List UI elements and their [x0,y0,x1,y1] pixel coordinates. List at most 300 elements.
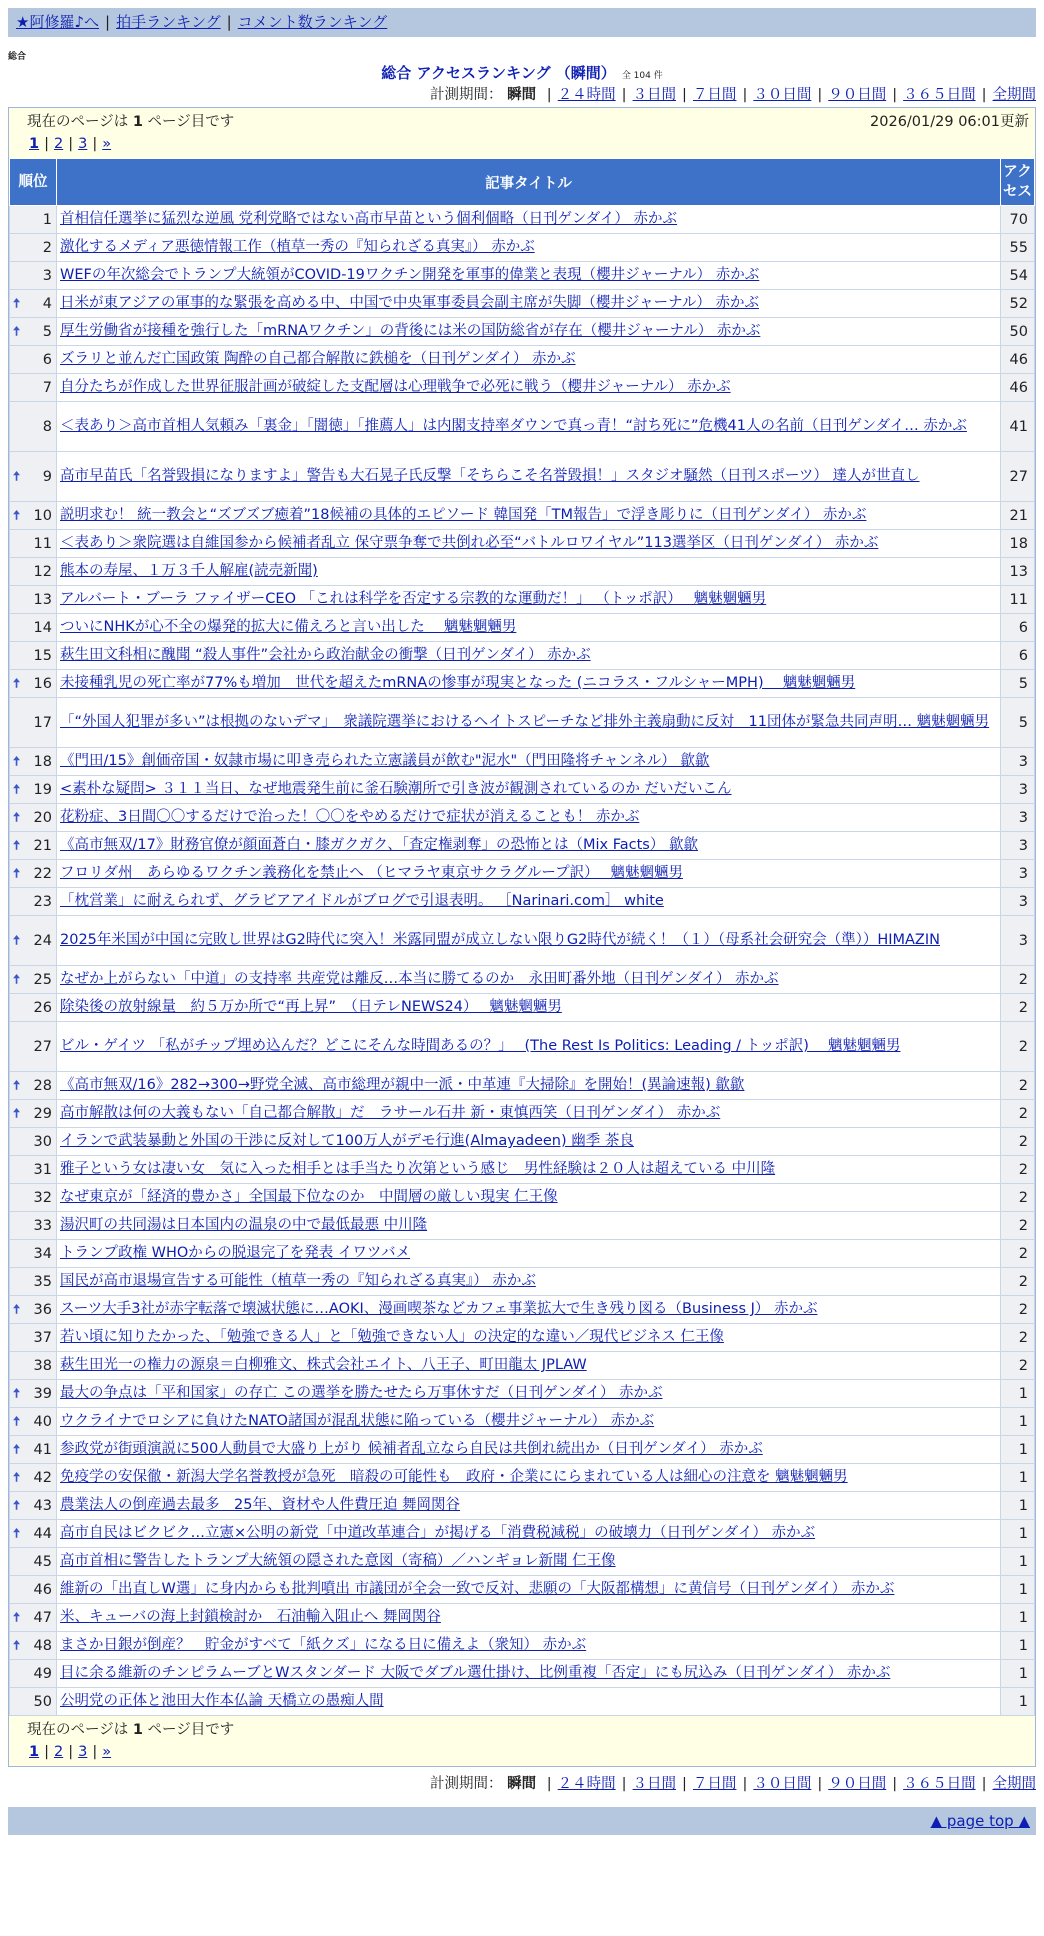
table-row [10,860,1035,888]
rank-cell [10,1660,57,1688]
title-cell [57,614,1001,642]
table-row [10,776,1035,804]
rank-number: 12 [33,563,52,580]
period-separator: | [817,1776,823,1792]
rank-number: 38 [33,1357,52,1374]
rank-up-arrow-icon: 🠅 [13,866,21,881]
rank-up-arrow-icon: 🠅 [13,676,21,691]
article-link[interactable]: 高市早苗氏「名誉毀損になりますよ」警告も大石晃子氏反撃「そちらこそ名誉毀損！」スタジオ騒然（日刊スポーツ） 達人が世直し [60,468,920,484]
rank-number: 46 [33,1581,52,1598]
period-link[interactable]: ２４時間 [557,87,616,103]
table-row [10,290,1035,318]
page-separator: | [68,136,74,152]
period-selector-bottom [8,1771,1036,1797]
table-row [10,1212,1035,1240]
rank-number: 41 [33,1441,52,1458]
title-cell [57,1492,1001,1520]
table-row [10,586,1035,614]
article-link[interactable]: 高市自民はビクビク…立憲×公明の新党「中道改革連合」が掲げる「消費税減税」の破壊力（日刊ゲンダイ） 赤かぶ [60,1525,816,1541]
article-link[interactable]: 免疫学の安保徹・新潟大学名誉教授が急死 暗殺の可能性も 政府・企業ににらまれている人は細心の注意を 魑魅魍魎男 [60,1469,848,1485]
rank-number: 14 [33,619,52,636]
period-separator: | [682,87,687,103]
article-link[interactable]: トランプ政権 WHOからの脱退完了を発表 イワツバメ [60,1245,411,1261]
title-cell [57,1464,1001,1492]
access-count: 1 [1001,1548,1035,1576]
title-cell [57,234,1001,262]
article-link[interactable]: 説明求む！ 統一教会と“ズブズブ癒着”18候補の具体的エピソード 韓国発「TM報告」で浮き彫りに（日刊ゲンダイ） 赤かぶ [60,507,867,523]
period-link[interactable]: ７日間 [692,1776,737,1792]
table-row [10,1548,1035,1576]
period-link[interactable]: ３０日間 [753,1776,812,1792]
rank-cell [10,452,57,502]
access-count: 46 [1001,346,1035,374]
article-link[interactable]: WEFの年次総会でトランプ大統領がCOVID-19ワクチン開発を軍事的偉業と表現（櫻井ジャーナル） 赤かぶ [60,267,760,283]
rank-up-arrow-icon: 🠅 [13,933,21,948]
page-link[interactable]: » [102,136,112,152]
table-row [10,804,1035,832]
rank-number: 49 [33,1665,52,1682]
access-count: 2 [1001,966,1035,994]
access-count: 2 [1001,1100,1035,1128]
access-count: 1 [1001,1492,1035,1520]
rank-number: 30 [33,1133,52,1150]
page-separator: | [68,1744,74,1760]
access-count: 50 [1001,318,1035,346]
table-row [10,966,1035,994]
article-link[interactable]: 自分たちが作成した世界征服計画が破綻した支配層は心理戦争で必死に戦う（櫻井ジャーナル） 赤かぶ [60,379,731,395]
access-count: 21 [1001,502,1035,530]
article-link[interactable]: 熊本の寿屋、１万３千人解雇(読売新聞) [60,563,318,579]
rank-number: 50 [33,1693,52,1710]
rank-cell [10,234,57,262]
article-link[interactable]: 未接種乳児の死亡率が77%も増加 世代を超えたmRNAの惨事が現実となった (ニコラス・フルシャーMPH) 魑魅魍魎男 [60,675,856,691]
access-count: 3 [1001,804,1035,832]
nav-separator: | [226,13,232,31]
rank-cell [10,1156,57,1184]
access-count: 3 [1001,916,1035,966]
rank-number: 27 [33,1038,52,1055]
rank-number: 34 [33,1245,52,1262]
period-link[interactable]: ３日間 [632,87,677,103]
article-link[interactable]: 厚生労働省が接種を強行した「mRNAワクチン」の背後には米の国防総省が存在（櫻井ジャーナル） 赤かぶ [60,323,761,339]
access-count: 2 [1001,1240,1035,1268]
title-cell [57,1352,1001,1380]
rank-cell [10,888,57,916]
article-link[interactable]: 「“外国人犯罪が多い”は根拠のないデマ」 衆議院選挙におけるヘイトスピーチなど排外主義扇動に反対 11団体が緊急共同声明… 魑魅魍魎男 [60,714,990,730]
title-cell [57,586,1001,614]
table-row [10,1296,1035,1324]
period-separator: | [892,87,898,103]
rank-number: 37 [33,1329,52,1346]
rank-number: 20 [33,809,52,826]
rank-up-arrow-icon: 🠅 [13,1442,21,1457]
article-link[interactable]: ウクライナでロシアに負けたNATO諸国が混乱状態に陥っている（櫻井ジャーナル） 赤かぶ [60,1413,655,1429]
title-cell [57,1380,1001,1408]
title-cell [57,698,1001,748]
article-link[interactable]: 《高市無双/17》財務官僚が顔面蒼白・膝ガクガク、「査定権剥奪」の恐怖とは（Mix Facts） 歙歙 [60,837,698,853]
period-separator: | [546,87,552,103]
ranking-box [8,107,1036,1767]
table-row [10,402,1035,452]
rank-cell [10,558,57,586]
period-selector-top [8,83,1036,107]
title-cell [57,1296,1001,1324]
title-cell [57,1436,1001,1464]
table-row [10,1436,1035,1464]
table-row [10,1688,1035,1716]
rank-up-arrow-icon: 🠅 [13,1106,21,1121]
period-separator: | [981,87,987,103]
nav-link-comment-ranking[interactable]: コメント数ランキング [237,13,388,31]
access-count: 2 [1001,1156,1035,1184]
title-cell [57,1128,1001,1156]
article-link[interactable]: 参政党が街頭演説に500人動員で大盛り上がり 候補者乱立なら自民は共倒れ続出か（日刊ゲンダイ） 赤かぶ [60,1441,763,1457]
rank-cell [10,1296,57,1324]
article-link[interactable]: 花粉症、3日間〇〇するだけで治った！〇〇をやめるだけで症状が消えることも！ 赤かぶ [60,809,640,825]
nav-link-applause-ranking[interactable]: 拍手ランキング [116,13,221,31]
access-count: 2 [1001,1352,1035,1380]
rank-cell [10,1632,57,1660]
rank-number: 11 [33,535,52,552]
article-link[interactable]: ビル・ゲイツ 「私がチップ埋め込んだ？どこにそんな時間あるの？」 (The Rest Is Politics: Leading / トッポ訳) 魑魅魍魎男 [60,1038,901,1054]
article-link[interactable]: ズラリと並んだ亡国政策 陶酔の自己都合解散に鉄槌を（日刊ゲンダイ） 赤かぶ [60,351,576,367]
header-rank: 順位 [10,159,57,206]
access-count: 55 [1001,234,1035,262]
rank-cell [10,1436,57,1464]
title-cell [57,1100,1001,1128]
title-cell [57,776,1001,804]
access-count: 6 [1001,642,1035,670]
rank-cell [10,698,57,748]
access-count: 27 [1001,452,1035,502]
page-link-current[interactable]: 1 [29,136,40,152]
rank-number: 10 [33,507,52,524]
table-row [10,1100,1035,1128]
period-link[interactable]: ７日間 [692,87,737,103]
title-cell [57,1604,1001,1632]
title-cell [57,1632,1001,1660]
access-count: 18 [1001,530,1035,558]
rank-number: 2 [42,239,52,256]
table-row [10,262,1035,290]
rank-cell [10,1022,57,1072]
access-count: 2 [1001,994,1035,1022]
rank-cell [10,916,57,966]
title-cell [57,452,1001,502]
title-cell [57,670,1001,698]
article-link[interactable]: 日米が東アジアの軍事的な緊張を高める中、中国で中央軍事委員会副主席が失脚（櫻井ジャーナル） 赤かぶ [60,295,760,311]
rank-number: 39 [33,1385,52,1402]
title-cell [57,888,1001,916]
table-row [10,558,1035,586]
rank-number: 25 [33,971,52,988]
article-link[interactable]: 高市首相に警告したトランプ大統領の隠された意図（寄稿）／ハンギョレ新聞 仁王像 [60,1553,616,1569]
access-count: 5 [1001,698,1035,748]
article-link[interactable]: 2025年米国が中国に完敗し世界はG2時代に突入！米露同盟が成立しない限りG2時代が続く！（１）（母系社会研究会（準））HIMAZIN [60,932,940,948]
top-nav [8,8,1036,37]
title-cell [57,1022,1001,1072]
table-row [10,1464,1035,1492]
rank-number: 35 [33,1273,52,1290]
article-link[interactable]: 国民が高市退場宣告する可能性（植草一秀の『知られざる真実』） 赤かぶ [60,1273,536,1289]
page-status: 現在のページは 1 ページ目です [27,114,235,130]
title-cell [57,1324,1001,1352]
article-link[interactable]: 湯沢町の共同湯は日本国内の温泉の中で最低最悪 中川隆 [60,1217,428,1233]
rank-cell [10,1268,57,1296]
table-row [10,234,1035,262]
article-link[interactable]: 雅子という女は凄い女＿気に入った相手とは手当たり次第という感じ＿男性経験は２０人は超えている 中川隆 [60,1161,776,1177]
title-cell [57,748,1001,776]
rank-up-arrow-icon: 🠅 [13,1610,21,1625]
table-row [10,1268,1035,1296]
period-link[interactable]: ３日間 [632,1776,677,1792]
article-link[interactable]: ついにNHKが心不全の爆発的拡大に備えろと言い出した 魑魅魍魎男 [60,619,517,635]
article-link[interactable]: 目に余る維新のチンピラムーブとWスタンダード 大阪でダブル選仕掛け、比例重複「否定」にも尻込み（日刊ゲンダイ） 赤かぶ [60,1665,891,1681]
article-link[interactable]: 除染後の放射線量 約５万か所で“再上昇” （日テレNEWS24） 魑魅魍魎男 [60,999,562,1015]
article-link[interactable]: アルバート・ブーラ ファイザーCEO 「これは科学を否定する宗教的な運動だ！」 （トッポ訳） 魑魅魍魎男 [60,591,767,607]
rank-cell [10,1128,57,1156]
article-link[interactable]: 「枕営業」に耐えられず、グラビアアイドルがブログで引退表明。 ［Narinari.com］ white [60,893,664,909]
period-link[interactable]: ３６５日間 [903,1776,976,1792]
page-link[interactable]: 2 [53,136,64,152]
article-link[interactable]: 最大の争点は「平和国家」の存亡 この選挙を勝たせたら万事休すだ（日刊ゲンダイ） 赤かぶ [60,1385,663,1401]
article-link[interactable]: ＜表あり＞衆院選は自維国参から候補者乱立 保守票争奪で共倒れ必至“バトルロワイヤル”113選挙区（日刊ゲンダイ） 赤かぶ [60,535,879,551]
table-row [10,748,1035,776]
rank-up-arrow-icon: 🠅 [13,1526,21,1541]
access-count: 1 [1001,1632,1035,1660]
total-count: 全 104 件 [621,71,663,81]
title-cell [57,832,1001,860]
rank-cell [10,1240,57,1268]
access-count: 1 [1001,1576,1035,1604]
page-info-bottom [9,1716,1035,1766]
article-link[interactable]: 米、キューバの海上封鎖検討か 石油輸入阻止へ 舞岡関谷 [60,1609,441,1625]
rank-up-arrow-icon: 🠅 [13,1638,21,1653]
access-count: 2 [1001,1072,1035,1100]
title-cell [57,374,1001,402]
article-link[interactable]: ＜表あり＞高市首相人気頼み「裏金」「闇徳」「推薦人」は内閣支持率ダウンで真っ青！“討ち死に”危機41人の名前（日刊ゲンダイ… 赤かぶ [60,418,967,434]
rank-number: 17 [33,714,52,731]
period-link[interactable]: ３６５日間 [903,87,976,103]
updated-time: 2026/01/29 06:01更新 [870,114,1029,130]
title-cell [57,1240,1001,1268]
period-link[interactable]: ９０日間 [828,87,887,103]
access-count: 5 [1001,670,1035,698]
access-count: 2 [1001,1184,1035,1212]
rank-number: 7 [42,379,52,396]
title-cell [57,1212,1001,1240]
rank-number: 29 [33,1105,52,1122]
page-link-current[interactable]: 1 [29,1744,40,1760]
rank-number: 26 [33,999,52,1016]
table-row [10,1072,1035,1100]
rank-number: 9 [42,468,52,485]
rank-cell [10,1380,57,1408]
rank-number: 44 [33,1525,52,1542]
rank-cell [10,346,57,374]
page-link[interactable]: 2 [53,1744,64,1760]
page-link[interactable]: 3 [78,1744,88,1760]
rank-up-arrow-icon: 🠅 [13,838,21,853]
table-row [10,502,1035,530]
table-row [10,318,1035,346]
rank-number: 16 [33,675,52,692]
rank-cell [10,994,57,1022]
article-link[interactable]: 《高市無双/16》282→300→野党全滅、高市総理が親中一派・中革連『大掃除』を開始！(異論速報) 歙歙 [60,1077,745,1093]
access-count: 3 [1001,776,1035,804]
rank-number: 32 [33,1189,52,1206]
access-count: 1 [1001,1660,1035,1688]
article-link[interactable]: フロリダ州 あらゆるワクチン義務化を禁止へ （ヒマラヤ東京サクラグループ訳） 魑魅魍魎男 [60,865,683,881]
title-cell [57,530,1001,558]
rank-up-arrow-icon: 🠅 [13,508,21,523]
article-link[interactable]: 高市解散は何の大義もない「自己都合解散」だ ラサール石井 新・東慎西笑（日刊ゲンダイ） 赤かぶ [60,1105,721,1121]
table-row [10,1324,1035,1352]
access-count: 3 [1001,832,1035,860]
rank-number: 31 [33,1161,52,1178]
period-separator: | [621,1776,627,1792]
article-link[interactable]: 首相信任選挙に猛烈な逆風 党利党略ではない高市早苗という個利個略（日刊ゲンダイ） 赤かぶ [60,211,678,227]
title-cell [57,966,1001,994]
period-separator: | [817,87,823,103]
table-row [10,614,1035,642]
period-label: 計測期間： [430,1776,503,1792]
table-row [10,1380,1035,1408]
rank-cell [10,1212,57,1240]
rank-up-arrow-icon: 🠅 [13,296,21,311]
period-separator: | [546,1776,552,1792]
period-separator: | [621,87,627,103]
rank-number: 47 [33,1609,52,1626]
table-row [10,698,1035,748]
access-count: 70 [1001,206,1035,234]
title-cell [57,402,1001,452]
page-top-link[interactable]: ▲ page top ▲ [930,1812,1030,1830]
rank-cell [10,1688,57,1716]
rank-number: 18 [33,753,52,770]
article-link[interactable]: 激化するメディア悪徳情報工作（植草一秀の『知られざる真実』） 赤かぶ [60,239,535,255]
table-row [10,1156,1035,1184]
article-link[interactable]: 《門田/15》創価帝国・奴隷市場に叩き売られた立憲議員が飲む"泥水"（門田隆将チャンネル） 歙歙 [60,753,710,769]
access-count: 1 [1001,1520,1035,1548]
page-separator: | [44,1744,49,1760]
rank-cell [10,402,57,452]
period-link[interactable]: ９０日間 [828,1776,887,1792]
table-row [10,346,1035,374]
rank-up-arrow-icon: 🠅 [13,1414,21,1429]
rank-number: 28 [33,1077,52,1094]
title-cell [57,318,1001,346]
period-current: 瞬間 [507,1776,537,1792]
rank-cell [10,1548,57,1576]
page-title: 総合 アクセスランキング （瞬間） [381,64,616,82]
access-count: 3 [1001,888,1035,916]
page-link[interactable]: 3 [78,136,88,152]
rank-cell [10,374,57,402]
table-row [10,1128,1035,1156]
rank-cell [10,1408,57,1436]
table-row [10,1022,1035,1072]
article-link[interactable]: イランで武装暴動と外国の干渉に反対して100万人がデモ行進(Almayadeen) 幽季 茶良 [60,1133,634,1149]
article-link[interactable]: 公明党の正体と池田大作本仏論 天橋立の愚痴人間 [60,1693,384,1709]
access-count: 46 [1001,374,1035,402]
article-link[interactable]: スーツ大手3社が赤字転落で壊滅状態に…AOKI、漫画喫茶などカフェ事業拡大で生き残り図る（Business J） 赤かぶ [60,1301,818,1317]
article-link[interactable]: 萩生田文科相に醜聞 “殺人事件”会社から政治献金の衝撃（日刊ゲンダイ） 赤かぶ [60,647,591,663]
rank-up-arrow-icon: 🠅 [13,972,21,987]
period-link[interactable]: ２４時間 [557,1776,616,1792]
article-link[interactable]: まさか日銀が倒産？ 貯金がすべて「紙クズ」になる日に備えよ（衆知） 赤かぶ [60,1637,587,1653]
table-row [10,206,1035,234]
table-row [10,670,1035,698]
article-link[interactable]: <素朴な疑問> ３１１当日、なぜ地震発生前に釜石験潮所で引き波が観測されているのか だいだいこん [60,781,732,797]
rank-number: 42 [33,1469,52,1486]
header-access: アクセス [1001,159,1035,206]
table-row [10,994,1035,1022]
article-link[interactable]: なぜか上がらない「中道」の支持率 共産党は離反…本当に勝てるのか 永田町番外地（日刊ゲンダイ） 赤かぶ [60,971,779,987]
bottom-bar [8,1807,1036,1835]
rank-cell [10,670,57,698]
access-count: 2 [1001,1268,1035,1296]
rank-cell [10,1464,57,1492]
rank-cell [10,748,57,776]
rank-cell [10,502,57,530]
rank-number: 8 [42,418,52,435]
table-row [10,374,1035,402]
article-link[interactable]: なぜ東京が「経済的豊かさ」全国最下位なのか 中間層の厳しい現実 仁王像 [60,1189,558,1205]
article-link[interactable]: 維新の「出直しW選」に身内からも批判噴出 市議団が全会一致で反対、悲願の「大阪都構想」に黄信号（日刊ゲンダイ） 赤かぶ [60,1581,895,1597]
period-link[interactable]: ３０日間 [753,87,812,103]
rank-cell [10,1324,57,1352]
rank-up-arrow-icon: 🠅 [13,469,21,484]
rank-cell [10,1520,57,1548]
rank-cell [10,804,57,832]
article-link[interactable]: 若い頃に知りたかった、「勉強できる人」と「勉強できない人」の決定的な違い／現代ビジネス 仁王像 [60,1329,724,1345]
page-status: 現在のページは 1 ページ目です [27,1722,235,1738]
table-row [10,1408,1035,1436]
page-link[interactable]: » [102,1744,112,1760]
rank-cell [10,614,57,642]
table-row [10,1352,1035,1380]
period-link[interactable]: 全期間 [992,87,1036,103]
title-cell [57,1688,1001,1716]
period-separator: | [742,1776,748,1792]
page-info-top [9,108,1035,158]
article-link[interactable]: 萩生田光一の権力の源泉＝白柳雅文、株式会社エイト、八王子、町田龍太 JPLAW [60,1357,587,1373]
access-count: 1 [1001,1688,1035,1716]
access-count: 1 [1001,1604,1035,1632]
period-link[interactable]: 全期間 [992,1776,1036,1792]
period-separator: | [682,1776,687,1792]
rank-cell [10,206,57,234]
rank-cell [10,586,57,614]
table-row [10,642,1035,670]
title-cell [57,804,1001,832]
title-cell [57,1408,1001,1436]
page-separator: | [44,136,49,152]
title-cell [57,860,1001,888]
table-row [10,1576,1035,1604]
access-count: 11 [1001,586,1035,614]
nav-link-asyura[interactable]: ★阿修羅♪へ [16,13,100,31]
page-separator: | [92,1744,98,1760]
table-row [10,1632,1035,1660]
article-link[interactable]: 農業法人の倒産過去最多 25年、資材や人件費圧迫 舞岡関谷 [60,1497,461,1513]
table-row [10,1604,1035,1632]
rank-number: 23 [33,893,52,910]
access-count: 2 [1001,1128,1035,1156]
access-count: 1 [1001,1464,1035,1492]
rank-cell [10,530,57,558]
